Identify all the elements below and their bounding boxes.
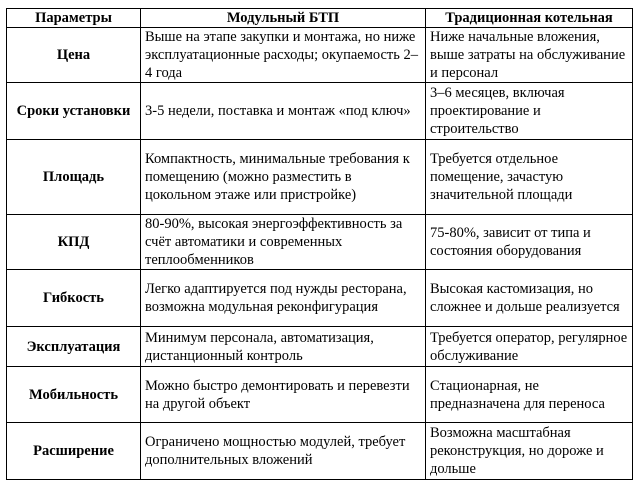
traditional-cell: 3–6 месяцев, включая проектирование и строительство (426, 83, 633, 140)
traditional-cell: Требуется оператор, регулярное обслуживание (426, 327, 633, 367)
modular-cell: Выше на этапе закупки и монтажа, но ниже эксплуатационные расходы; окупаемость 2–4 года (141, 28, 426, 83)
header-traditional-boiler: Традиционная котельная (426, 9, 633, 28)
traditional-cell: Стационарная, не предназначена для переноса (426, 367, 633, 423)
modular-cell: Легко адаптируется под нужды ресторана, возможна модульная реконфигурация (141, 270, 426, 327)
table-row (7, 215, 633, 270)
table-row (7, 28, 633, 83)
table-row (7, 327, 633, 367)
param-cell: Мобильность (7, 367, 141, 423)
param-cell: КПД (7, 215, 141, 270)
param-cell: Сроки установки (7, 83, 141, 140)
param-cell: Расширение (7, 423, 141, 480)
traditional-cell: Возможна масштабная реконструкция, но дороже и дольше (426, 423, 633, 480)
table-row (7, 83, 633, 140)
comparison-table (6, 8, 633, 480)
traditional-cell: Высокая кастомизация, но сложнее и дольше реализуется (426, 270, 633, 327)
modular-cell: Минимум персонала, автоматизация, дистанционный контроль (141, 327, 426, 367)
modular-cell: Ограничено мощностью модулей, требует дополнительных вложений (141, 423, 426, 480)
param-cell: Цена (7, 28, 141, 83)
traditional-cell: 75-80%, зависит от типа и состояния оборудования (426, 215, 633, 270)
param-cell: Площадь (7, 140, 141, 215)
header-parameters: Параметры (7, 9, 141, 28)
modular-cell: Можно быстро демонтировать и перевезти на другой объект (141, 367, 426, 423)
modular-cell: Компактность, минимальные требования к помещению (можно разместить в цокольном этаже или пристройке) (141, 140, 426, 215)
table-row (7, 367, 633, 423)
param-cell: Гибкость (7, 270, 141, 327)
table-row (7, 140, 633, 215)
modular-cell: 80-90%, высокая энергоэффективность за счёт автоматики и современных теплообменников (141, 215, 426, 270)
traditional-cell: Требуется отдельное помещение, зачастую значительной площади (426, 140, 633, 215)
header-modular-btp: Модульный БТП (141, 9, 426, 28)
param-cell: Эксплуатация (7, 327, 141, 367)
header-row (7, 9, 633, 28)
modular-cell: 3-5 недели, поставка и монтаж «под ключ» (141, 83, 426, 140)
table-row (7, 423, 633, 480)
traditional-cell: Ниже начальные вложения, выше затраты на обслуживание и персонал (426, 28, 633, 83)
table-row (7, 270, 633, 327)
